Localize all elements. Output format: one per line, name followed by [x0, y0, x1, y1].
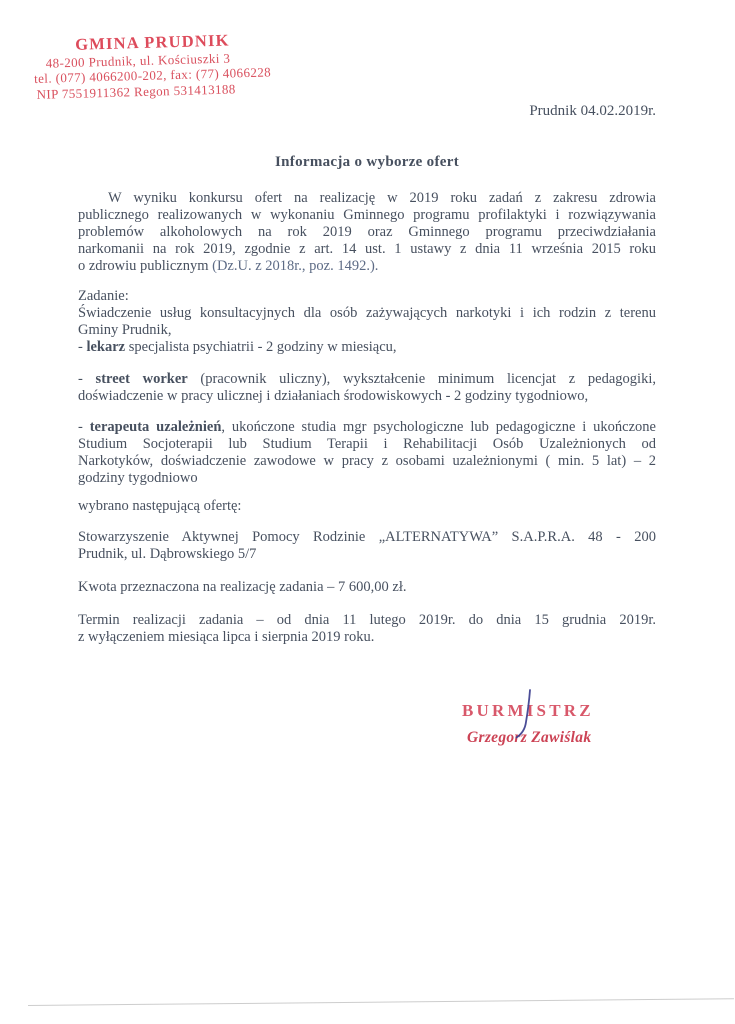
- item-text: specjalista psychiatrii - 2 godziny w miesiącu,: [125, 339, 397, 355]
- task-section: [78, 288, 656, 356]
- pen-signature-stroke: [500, 684, 560, 744]
- item-dash: -: [78, 371, 96, 387]
- item-line: godziny tygodniowo: [78, 470, 198, 486]
- item-line: [78, 371, 656, 388]
- legal-citation: (Dz.U. z 2018r., poz. 1492.).: [212, 258, 379, 274]
- scan-edge-line: [28, 998, 734, 1006]
- task-desc-line: Gminy Prudnik,: [78, 322, 172, 338]
- intro-line: W wyniku konkursu ofert na realizację w 2019 roku zadań z zakresu zdrowia: [108, 190, 656, 206]
- task-label: Zadanie:: [78, 288, 129, 304]
- chosen-offer: [78, 529, 656, 563]
- intro-paragraph: [78, 190, 656, 275]
- task-item-street-worker: [78, 371, 656, 405]
- stamp-phone-fax: tel. (077) 4066200-202, fax: (77) 4066228: [33, 64, 272, 86]
- item-bold-term: street worker: [95, 371, 188, 387]
- term-line: Termin realizacji zadania – od dnia 11 lutego 2019r. do dnia 15 grudnia 2019r.: [78, 612, 656, 628]
- stamp-org-name: GMINA PRUDNIK: [74, 30, 230, 54]
- item-line: [78, 419, 656, 436]
- item-bold-term: lekarz: [86, 339, 126, 355]
- intro-line: narkomanii na rok 2019, zgodnie z art. 14 ust. 1 ustawy z dnia 11 września 2015 roku: [78, 241, 656, 257]
- office-stamp: [33, 31, 295, 102]
- task-item-terapeuta: [78, 419, 656, 487]
- item-dash: -: [78, 339, 87, 355]
- intro-text: o zdrowiu publicznym: [78, 258, 213, 274]
- task-desc-line: Świadczenie usług konsultacyjnych dla osób zażywających narkotyki i ich rodzin z terenu: [78, 305, 656, 321]
- amount-line: Kwota przeznaczona na realizację zadania – 7 600,00 zł.: [78, 579, 407, 595]
- offer-address-line: Prudnik, ul. Dąbrowskiego 5/7: [78, 546, 257, 562]
- signature-name: Grzegorz Zawiślak: [467, 729, 592, 746]
- item-line: doświadczenie w pracy ulicznej i działaniach środowiskowych - 2 godziny tygodniowo,: [78, 388, 589, 404]
- offer-name-line: Stowarzyszenie Aktywnej Pomocy Rodzinie „ALTERNATYWA” S.A.P.R.A. 48 - 200: [78, 529, 656, 545]
- term-line: z wyłączeniem miesiąca lipca i sierpnia 2019 roku.: [78, 629, 375, 645]
- item-line: Narkotyków, doświadczenie zawodowe w pracy z osobami uzależnionymi ( min. 5 lat) – 2: [78, 453, 656, 469]
- task-item-lekarz: [78, 339, 656, 356]
- item-text: , ukończone studia mgr psychologiczne lub pedagogiczne i ukończone: [221, 419, 656, 435]
- stamp-ids: NIP 7551911362 Regon 531413188: [36, 80, 236, 102]
- item-line: Studium Socjoterapii lub Studium Terapii i Rehabilitacji Osób Uzależnionych od: [78, 436, 656, 452]
- item-text: (pracownik uliczny), wykształcenie minimum licencjat z pedagogiki,: [187, 371, 656, 387]
- intro-line: problemów alkoholowych na rok 2019 oraz Gminnego programu przeciwdziałania: [78, 224, 656, 240]
- term-paragraph: [78, 612, 656, 646]
- intro-line: publicznego realizowanych w wykonaniu Gminnego programu profilaktyki i rozwiązywania: [78, 207, 656, 223]
- item-bold-term: terapeuta uzależnień: [89, 419, 222, 435]
- stamp-address: 48-200 Prudnik, ul. Kościuszki 3: [45, 50, 231, 71]
- item-dash: -: [78, 419, 90, 435]
- intro-line: [78, 258, 656, 275]
- chosen-offer-label: wybrano następującą ofertę:: [78, 498, 242, 514]
- date-line: Prudnik 04.02.2019r.: [529, 103, 656, 119]
- document-title: Informacja o wyborze ofert: [275, 154, 459, 170]
- signature-role: BURMISTRZ: [462, 701, 594, 720]
